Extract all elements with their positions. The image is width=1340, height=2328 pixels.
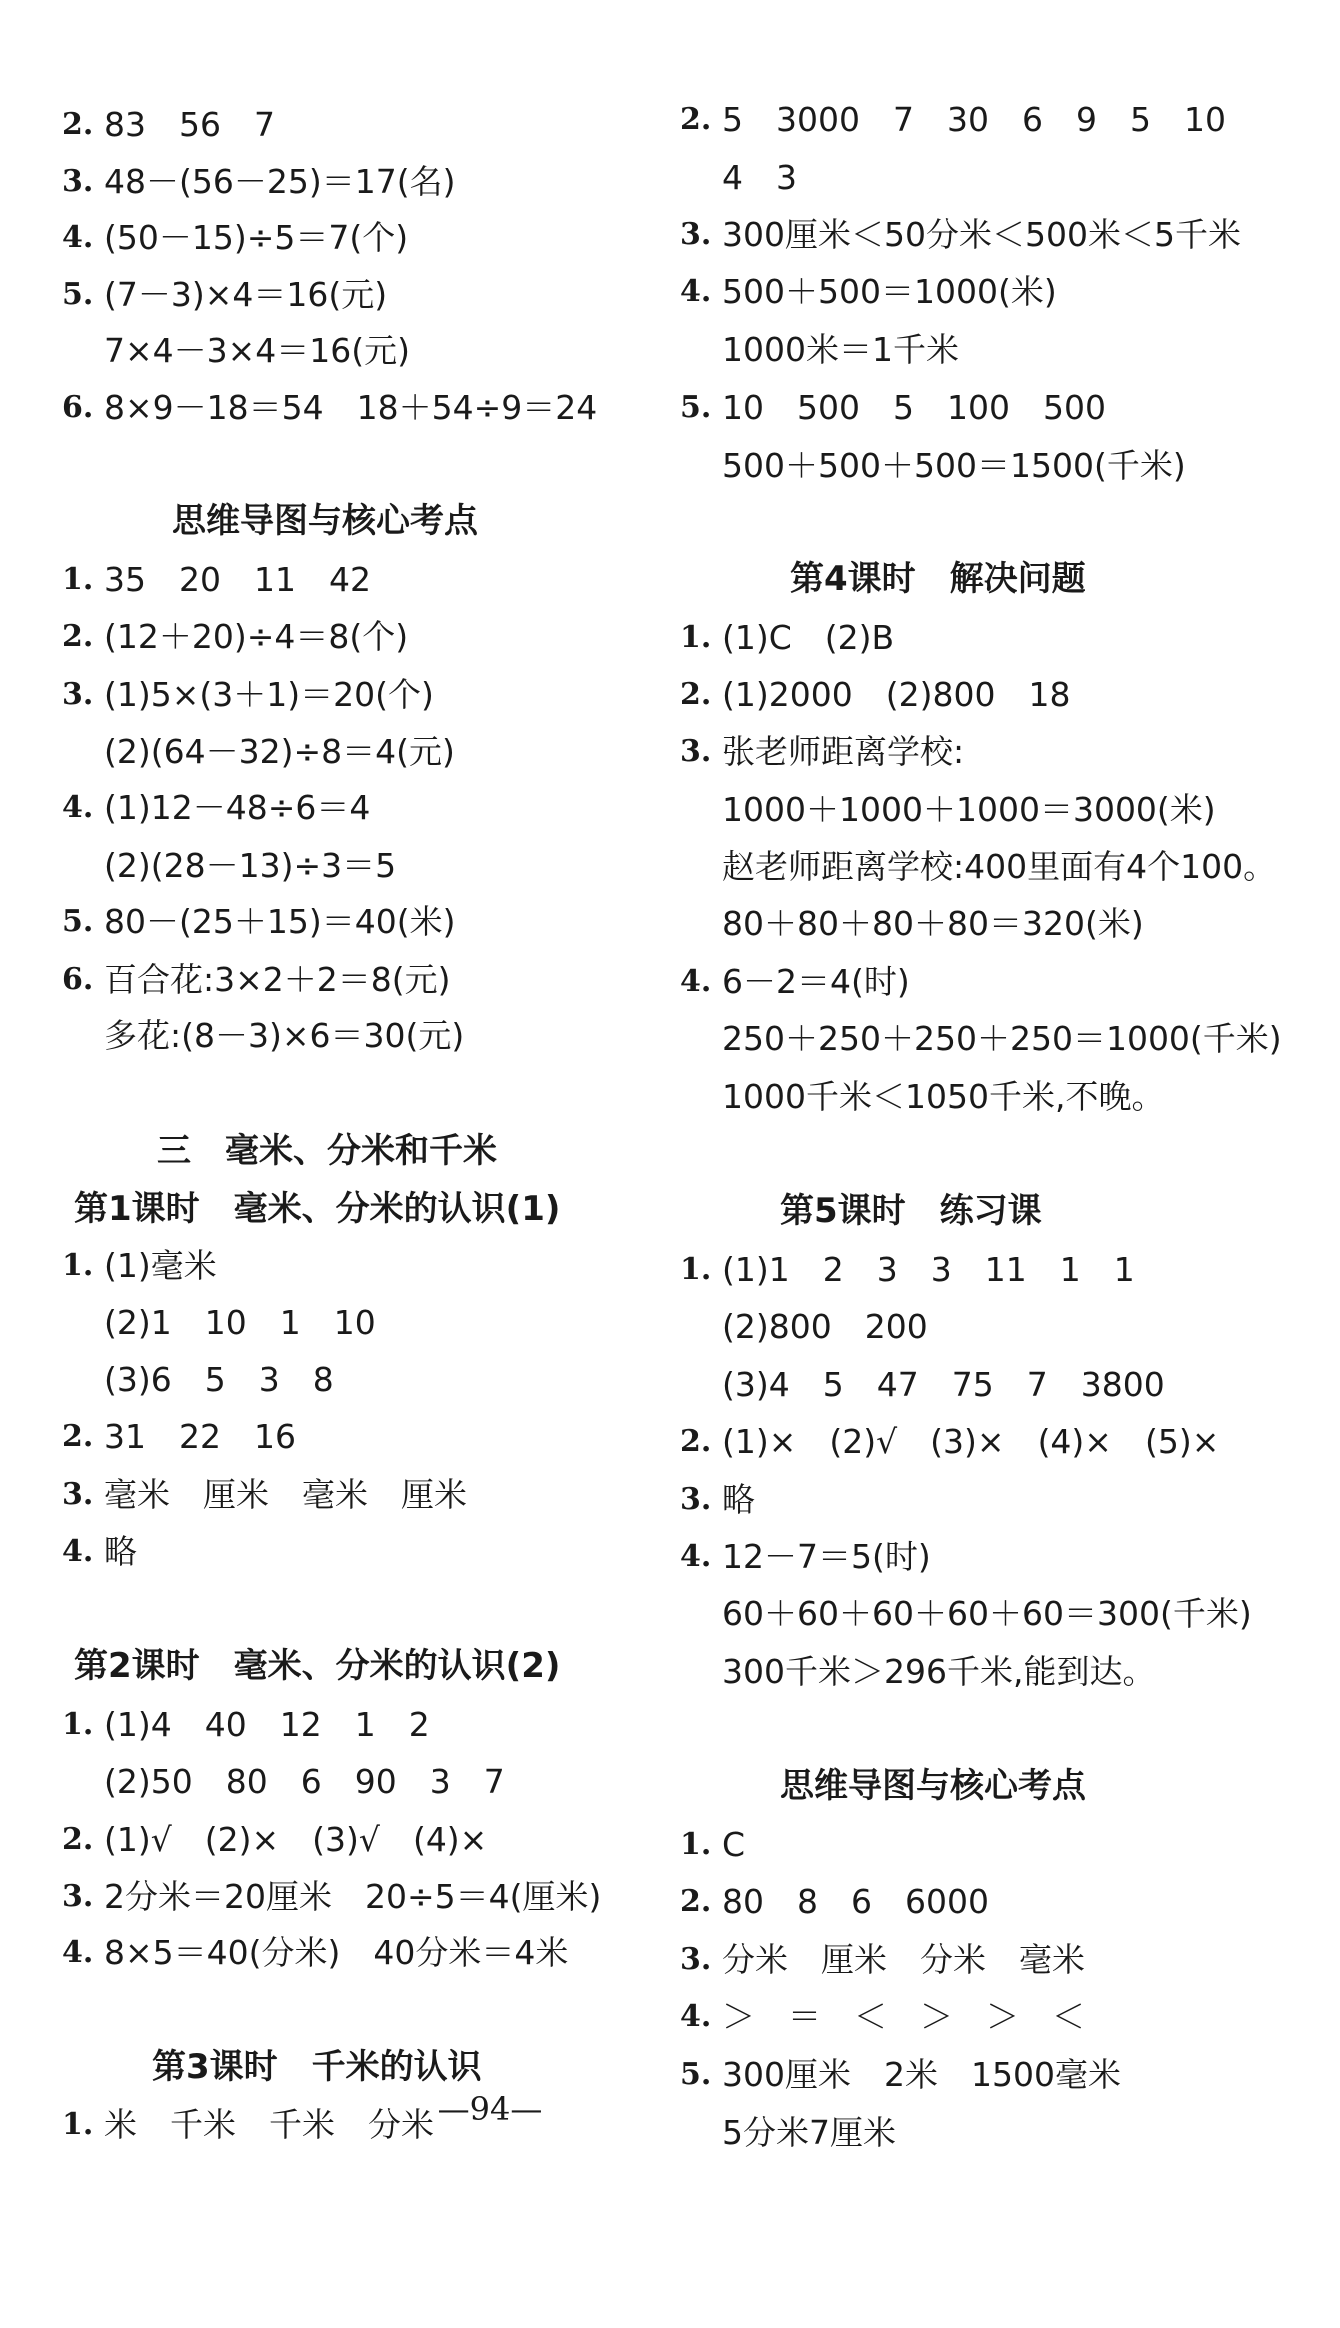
answer-text: 500＋500＋500＝1500(千米) xyxy=(722,446,1186,485)
answer-text: (1)2000 (2)800 18 xyxy=(722,675,1071,714)
answer-text: 略 xyxy=(722,1480,755,1519)
question-number: 4. xyxy=(680,1539,712,1574)
answer-text: (1)√ (2)× (3)√ (4)× xyxy=(104,1820,488,1859)
answer-text: 300厘米＜50分米＜500米＜5千米 xyxy=(722,215,1241,254)
question-number: 3. xyxy=(680,734,712,769)
question-number: 4. xyxy=(62,1534,94,1569)
answer-text: 48－(56－25)＝17(名) xyxy=(104,162,456,201)
answer-text: 多花:(8－3)×6＝30(元) xyxy=(104,1016,465,1055)
answer-text: 分米 厘米 分米 毫米 xyxy=(722,1940,1085,1979)
section-heading: 第5课时 练习课 xyxy=(780,1191,1042,1231)
section-heading: 第2课时 毫米、分米的认识(2) xyxy=(74,1646,561,1686)
answer-text: 4 3 xyxy=(722,158,797,197)
answer-text: ＞ ＝ ＜ ＞ ＞ ＜ xyxy=(722,1997,1085,2036)
answer-text: 毫米 厘米 毫米 厘米 xyxy=(104,1475,467,1514)
answer-text: 35 20 11 42 xyxy=(104,560,371,599)
answer-text: (2)50 80 6 90 3 7 xyxy=(104,1762,505,1801)
answer-text: (2)(64－32)÷8＝4(元) xyxy=(104,732,455,771)
answer-text: 12－7＝5(时) xyxy=(722,1537,931,1576)
answer-text: 10 500 5 100 500 xyxy=(722,388,1106,427)
answer-text: (1)5×(3＋1)＝20(个) xyxy=(104,675,434,714)
question-number: 6. xyxy=(62,962,94,997)
answer-text: 8×9－18＝54 18＋54÷9＝24 xyxy=(104,388,598,427)
answer-text: 60＋60＋60＋60＋60＝300(千米) xyxy=(722,1594,1252,1633)
question-number: 2. xyxy=(680,102,712,137)
answer-text: (2)(28－13)÷3＝5 xyxy=(104,846,397,885)
answer-text: (12＋20)÷4＝8(个) xyxy=(104,617,409,656)
question-number: 2. xyxy=(62,107,94,142)
answer-text: (3)4 5 47 75 7 3800 xyxy=(722,1365,1165,1404)
answer-text: 300千米＞296千米,能到达。 xyxy=(722,1652,1156,1691)
question-number: 3. xyxy=(62,1477,94,1512)
section-heading: 第3课时 千米的认识 xyxy=(152,2047,482,2087)
question-number: 1. xyxy=(680,1252,712,1287)
answer-text: (1)× (2)√ (3)× (4)× (5)× xyxy=(722,1422,1220,1461)
question-number: 4. xyxy=(62,790,94,825)
question-number: 5. xyxy=(680,2057,712,2092)
section-heading: 思维导图与核心考点 xyxy=(780,1766,1086,1806)
section-heading: 思维导图与核心考点 xyxy=(172,501,478,541)
answer-text: (3)6 5 3 8 xyxy=(104,1360,334,1399)
answer-text: (2)1 10 1 10 xyxy=(104,1303,376,1342)
answer-text: 赵老师距离学校:400里面有4个100。 xyxy=(722,847,1277,886)
answer-text: 2分米＝20厘米 20÷5＝4(厘米) xyxy=(104,1877,602,1916)
answer-text: 8×5＝40(分米) 40分米＝4米 xyxy=(104,1933,569,1972)
answer-text: 300厘米 2米 1500毫米 xyxy=(722,2055,1121,2094)
question-number: 1. xyxy=(680,620,712,655)
answer-text: 百合花:3×2＋2＝8(元) xyxy=(104,960,451,999)
question-number: 2. xyxy=(680,1424,712,1459)
question-number: 4. xyxy=(62,220,94,255)
answer-text: 80＋80＋80＋80＝320(米) xyxy=(722,904,1144,943)
question-number: 2. xyxy=(680,677,712,712)
question-number: 3. xyxy=(680,1482,712,1517)
answer-text: (50－15)÷5＝7(个) xyxy=(104,218,409,257)
answer-text: 1000米＝1千米 xyxy=(722,330,959,369)
answer-text: 1000＋1000＋1000＝3000(米) xyxy=(722,790,1216,829)
question-number: 3. xyxy=(62,164,94,199)
answer-text: 7×4－3×4＝16(元) xyxy=(104,331,411,370)
answer-text: (2)800 200 xyxy=(722,1307,928,1346)
answer-text: (1)C (2)B xyxy=(722,618,895,657)
question-number: 1. xyxy=(62,2107,94,2142)
answer-text: 米 千米 千米 分米 xyxy=(104,2105,434,2144)
section-heading: 第4课时 解决问题 xyxy=(790,559,1086,599)
answer-text: 80 8 6 6000 xyxy=(722,1882,989,1921)
question-number: 2. xyxy=(62,1822,94,1857)
question-number: 4. xyxy=(680,274,712,309)
answer-text: (1)毫米 xyxy=(104,1246,217,1285)
answer-text: 80－(25＋15)＝40(米) xyxy=(104,902,456,941)
answer-text: C xyxy=(722,1825,746,1864)
question-number: 2. xyxy=(62,1419,94,1454)
question-number: 2. xyxy=(62,619,94,654)
answer-text: (7－3)×4＝16(元) xyxy=(104,275,388,314)
question-number: 1. xyxy=(62,1707,94,1742)
answer-text: 250＋250＋250＋250＝1000(千米) xyxy=(722,1019,1282,1058)
answer-text: 张老师距离学校: xyxy=(722,732,965,771)
answer-text: 6－2＝4(时) xyxy=(722,962,910,1001)
answer-text: 83 56 7 xyxy=(104,105,275,144)
question-number: 2. xyxy=(680,1884,712,1919)
question-number: 1. xyxy=(680,1827,712,1862)
page-number-text: —94— xyxy=(437,2090,543,2128)
answer-text: 31 22 16 xyxy=(104,1417,296,1456)
section-heading: 三 毫米、分米和千米 xyxy=(157,1131,497,1171)
answer-text: 5 3000 7 30 6 9 5 10 xyxy=(722,100,1226,139)
question-number: 5. xyxy=(680,390,712,425)
question-number: 1. xyxy=(62,1248,94,1283)
page-number xyxy=(0,2090,1340,2128)
question-number: 4. xyxy=(680,964,712,999)
answer-text: 500＋500＝1000(米) xyxy=(722,272,1057,311)
answer-text: (1)4 40 12 1 2 xyxy=(104,1705,430,1744)
question-number: 6. xyxy=(62,390,94,425)
section-heading: 第1课时 毫米、分米的认识(1) xyxy=(74,1189,561,1229)
question-number: 3. xyxy=(62,677,94,712)
answer-text: 略 xyxy=(104,1532,137,1571)
question-number: 1. xyxy=(62,562,94,597)
question-number: 4. xyxy=(62,1935,94,1970)
question-number: 5. xyxy=(62,904,94,939)
question-number: 3. xyxy=(680,217,712,252)
question-number: 3. xyxy=(680,1942,712,1977)
answer-text: 5分米7厘米 xyxy=(722,2113,896,2152)
answer-text: (1)12－48÷6＝4 xyxy=(104,788,371,827)
question-number: 3. xyxy=(62,1879,94,1914)
answer-text: 1000千米＜1050千米,不晚。 xyxy=(722,1077,1165,1116)
question-number: 4. xyxy=(680,1999,712,2034)
question-number: 5. xyxy=(62,277,94,312)
answer-text: (1)1 2 3 3 11 1 1 xyxy=(722,1250,1135,1289)
